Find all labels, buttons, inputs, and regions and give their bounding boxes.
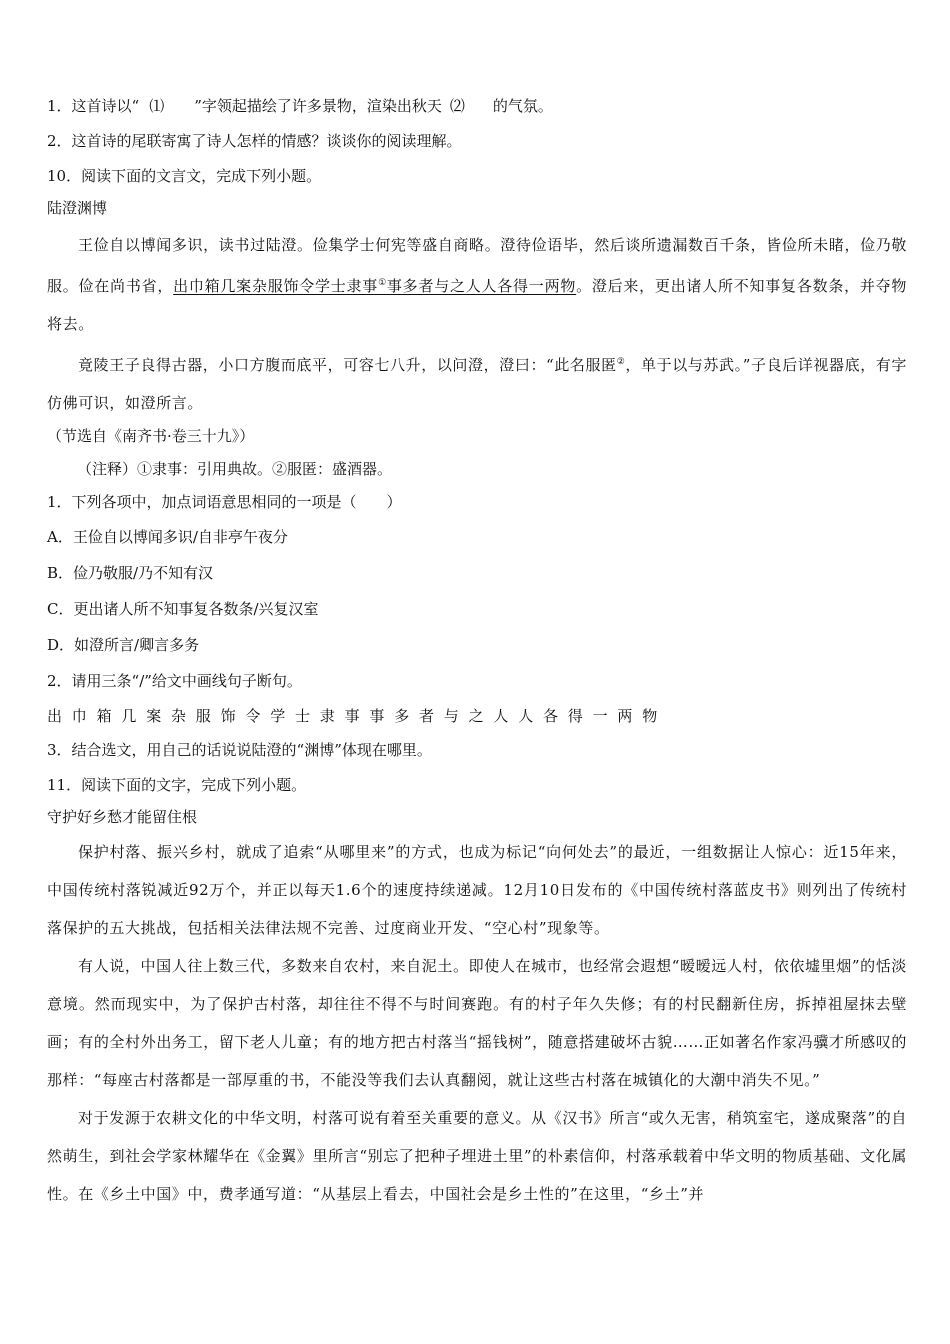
question-10-sub-3: 3．结合选文，用自己的话说说陆澄的“渊博”体现在哪里。 [47, 741, 432, 759]
article-paragraph-2: 有人说，中国人往上数三代，多数来自农村，来自泥土。即使人在城市，也经常会遐想“暧暧远人村，依依墟里烟”的恬淡意境。然而现实中，为了保护古村落，却往往不得不与时间赛跑。有的村子年久失修；有的村民翻新住房，拆掉祖屋抹去壁画；有的全村外出务工，留下老人儿童；有的地方把古村落当“摇钱树”，随意搭建破坏古貌……正如著名作家冯骥才所感叹的那样：“每座古村落都是一部厚重的书，不能没等我们去认真翻阅，就让这些古村落在城镇化的大潮中消失不见。” [47, 957, 907, 1089]
option-b: B．俭乃敬服/乃不知有汉 [47, 564, 214, 582]
p2-text-b: ，单于以与苏武。”子良后详视器底，有字仿佛可识，如澄所言。 [47, 356, 908, 412]
underlined-sentence [173, 277, 576, 295]
p1-text-b: 。澄后来，更出诸人所不知事复各数条，并夺物将去。 [47, 277, 908, 333]
q1-text-a: 1．这首诗以“ [47, 97, 140, 115]
underlined-part-b: 事多者与之人人各得一两物 [386, 277, 577, 295]
option-d: D．如澄所言/卿言多务 [47, 636, 200, 654]
q1-blank-1: ⑴ [149, 97, 165, 115]
question-10-sub-1: 1．下列各项中，加点词语意思相同的一项是（ ） [47, 493, 402, 511]
question-10-sub-2: 2．请用三条“/”给文中画线句子断句。 [47, 672, 302, 690]
passage-title-xiangchou: 守护好乡愁才能留住根 [47, 808, 198, 826]
passage-paragraph-2 [47, 343, 907, 422]
passage-title-lucheng: 陆澄渊博 [47, 199, 108, 217]
passage-paragraph-1 [47, 226, 907, 343]
question-10-heading: 10．阅读下面的文言文，完成下列小题。 [47, 167, 322, 185]
footnote-mark-1: ① [378, 278, 387, 288]
question-1-fill [47, 96, 907, 131]
article-paragraph-3: 对于发源于农耕文化的中华文明，村落可说有着至关重要的意义。从《汉书》所言“或久无害，稍筑室宅，遂成聚落”的自然萌生，到社会学家林耀华在《金翼》里所言“别忘了把种子埋进土里”的朴素信仰，村落承载着中华文明的物质基础、文化属性。在《乡土中国》中，费孝通写道：“从基层上看去，中国社会是乡土性的”在这里，“乡土”并 [47, 1109, 907, 1203]
option-a: A．王俭自以博闻多识/自非亭午夜分 [47, 528, 288, 546]
q1-text-b: ”字领起描绘了许多景物，渲染出秋天 [194, 97, 442, 115]
question-11-heading: 11．阅读下面的文字，完成下列小题。 [47, 776, 307, 794]
p1-text-a: 王俭自以博闻多识，读书过陆澄。俭集学士何宪等盛自商略。澄待俭语毕，然后谈所遗漏数百千条，皆俭所未睹，俭乃敬服。俭在尚书省， [47, 236, 907, 295]
footnote-mark-2: ② [616, 357, 626, 367]
q1-blank-2: ⑵ [449, 97, 465, 115]
underlined-part-a: 出巾箱几案杂服饰令学士隶事 [173, 277, 379, 295]
annotation-note: （注释）①隶事：引用典故。②服匿：盛酒器。 [77, 460, 393, 478]
article-paragraph-1: 保护村落、振兴乡村，就成了追索“从哪里来”的方式，也成为标记“向何处去”的最近，一组数据让人惊心：近15年来，中国传统村落锐减近92万个，并正以每天1.6个的速度持续递减。12月10日发布的《中国传统村落蓝皮书》则列出了传统村落保护的五大挑战，包括相关法律法规不完善、过度商业开发、“空心村”现象等。 [47, 843, 907, 937]
option-c: C．更出诸人所不知事复各数条/兴复汉室 [47, 600, 319, 618]
p2-text-a: 竟陵王子良得古器，小口方腹而底平，可容七八升，以问澄，澄曰：“此名服匿 [78, 356, 617, 374]
question-2: 2．这首诗的尾联寄寓了诗人怎样的情感？谈谈你的阅读理解。 [47, 132, 462, 150]
source-citation: （节选自《南齐书·卷三十九》） [47, 427, 255, 445]
document-page [47, 96, 907, 1213]
q1-text-c: 的气氛。 [492, 97, 553, 115]
sentence-to-punctuate: 出巾箱几案杂服饰令学士隶事事多者与之人人各得一两物 [47, 707, 668, 725]
